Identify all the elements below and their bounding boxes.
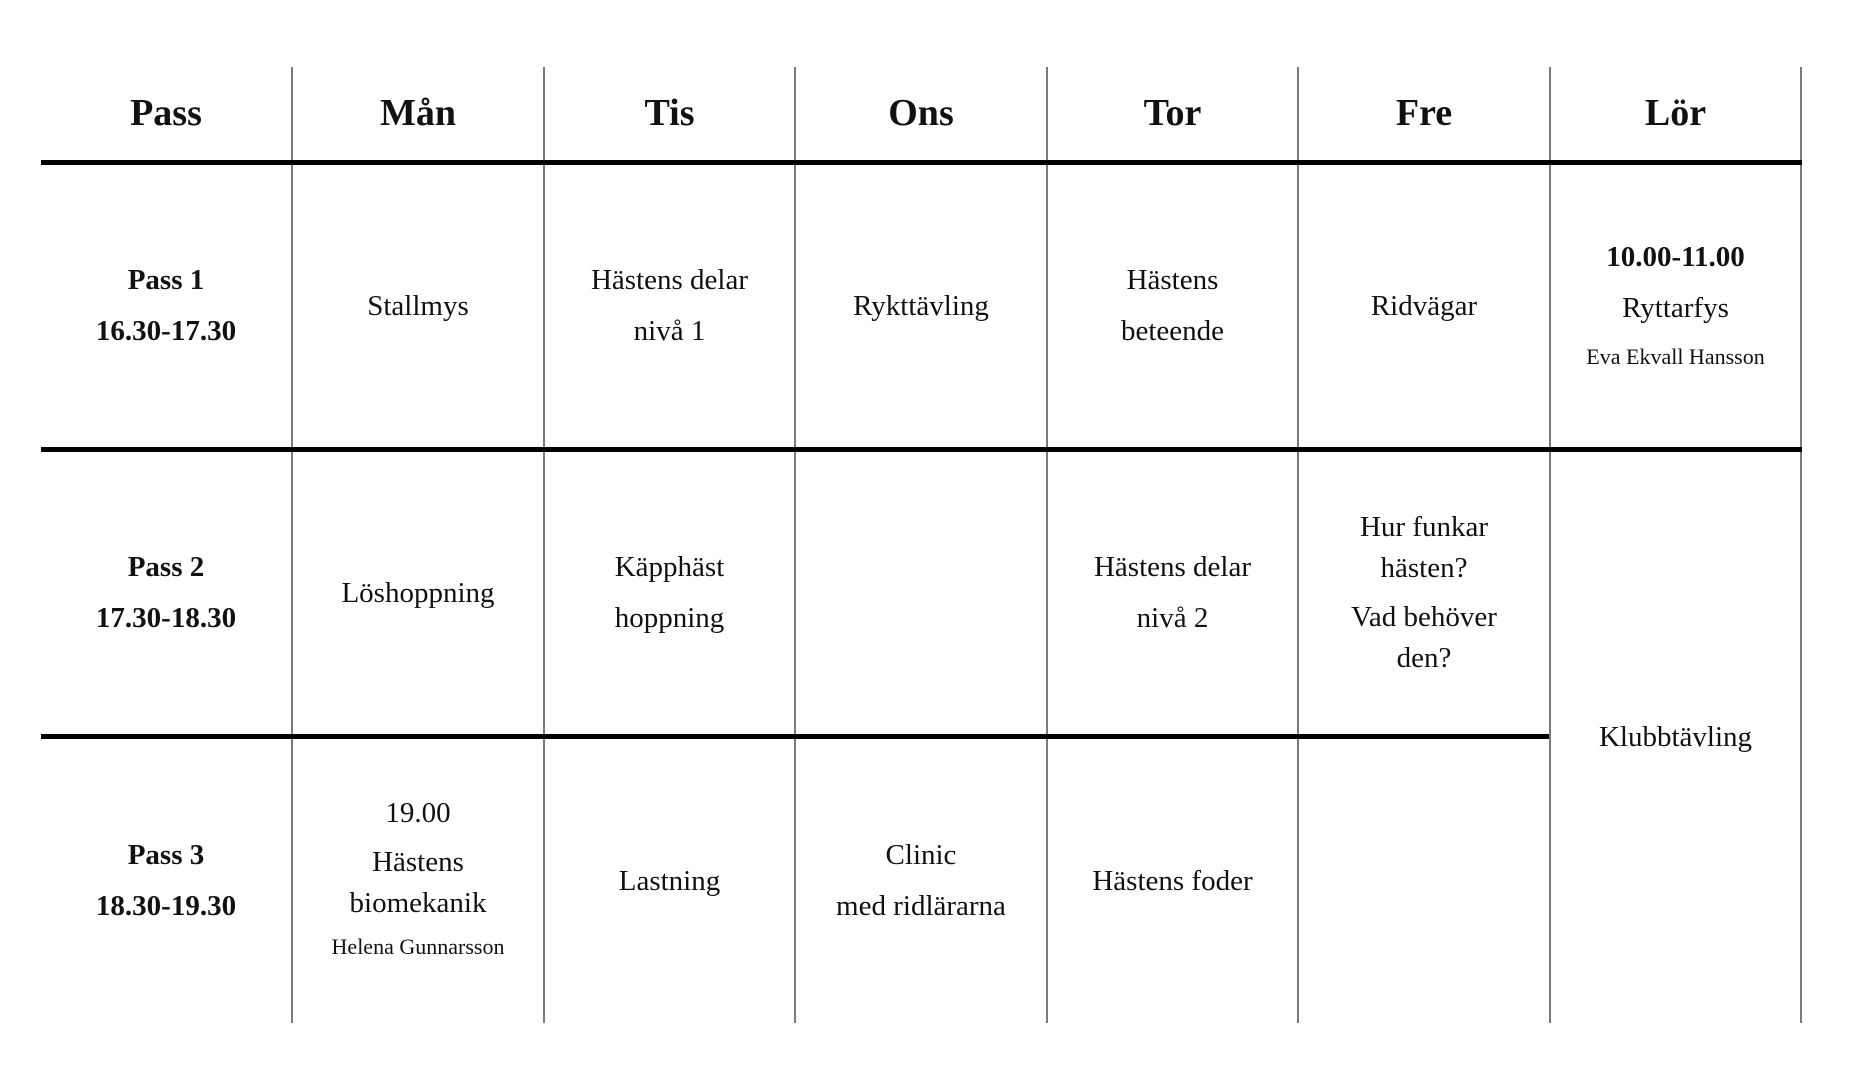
cell-pass3-fre — [1299, 739, 1549, 1023]
activity: Lastning — [618, 864, 721, 897]
activity-line: den? — [1396, 642, 1452, 674]
cell-pass2-tor — [1048, 452, 1297, 734]
pass-name: Pass 2 — [127, 551, 205, 583]
cell-pass3-ons — [796, 739, 1046, 1023]
activity-line: Hästens delar — [590, 264, 749, 296]
activity-line: Hästens — [1126, 264, 1219, 296]
cell-pass3-tor — [1048, 739, 1297, 1023]
pass-2-label — [41, 452, 291, 734]
activity: Hästens foder — [1092, 864, 1253, 897]
activity: Rykttävling — [853, 289, 989, 322]
pass-name: Pass 3 — [127, 839, 205, 871]
cell-pass1-tis — [545, 165, 794, 447]
activity-line: med ridlärarna — [836, 890, 1006, 922]
activity-line: Hästens — [372, 845, 464, 878]
activity-line: Clinic — [885, 839, 957, 871]
activity-line: Hur funkar — [1359, 511, 1489, 543]
cell-pass2-man — [293, 452, 543, 734]
cell-pass1-fre — [1299, 165, 1549, 447]
cell-pass3-tis — [545, 739, 794, 1023]
cell-pass1-tor — [1048, 165, 1297, 447]
pass-3-label — [41, 739, 291, 1023]
header-pass: Pass — [130, 92, 202, 134]
activity-line: Käpphäst — [614, 551, 725, 583]
activity-line: hoppning — [614, 602, 725, 634]
activity-line: nivå 1 — [633, 315, 706, 347]
pass-time: 16.30-17.30 — [95, 315, 237, 347]
activity-line: biomekanik — [349, 886, 487, 919]
activity: Löshoppning — [341, 576, 495, 609]
activity-line: beteende — [1120, 315, 1225, 347]
cell-pass1-lor — [1551, 165, 1800, 447]
activity-line: Hästens delar — [1093, 551, 1252, 583]
cell-pass2-tis — [545, 452, 794, 734]
header-tis: Tis — [644, 92, 695, 134]
header-fre: Fre — [1395, 92, 1453, 134]
pass-time: 18.30-19.30 — [95, 890, 237, 922]
instructor: Helena Gunnarsson — [331, 933, 505, 959]
pass-name: Pass 1 — [127, 264, 205, 296]
column-divider — [1800, 67, 1802, 1023]
cell-pass1-ons — [796, 165, 1046, 447]
activity-line: hästen? — [1380, 552, 1468, 584]
header-tor: Tor — [1143, 92, 1202, 134]
header-man: Mån — [380, 92, 456, 134]
cell-pass2-3-lor — [1551, 452, 1800, 1023]
pass-time: 17.30-18.30 — [95, 602, 237, 634]
activity-line: nivå 2 — [1136, 602, 1209, 634]
activity: Klubbtävling — [1598, 721, 1753, 753]
activity: Ryttarfys — [1622, 292, 1729, 324]
header-lor: Lör — [1644, 92, 1707, 134]
activity: Stallmys — [367, 289, 469, 322]
cell-pass1-man — [293, 165, 543, 447]
cell-pass2-ons — [796, 452, 1046, 734]
instructor: Eva Ekvall Hansson — [1586, 344, 1765, 369]
activity-time: 19.00 — [385, 796, 451, 829]
schedule-table — [41, 67, 1801, 1023]
cell-pass2-fre — [1299, 452, 1549, 734]
pass-1-label — [41, 165, 291, 447]
header-ons: Ons — [888, 92, 954, 134]
activity: Ridvägar — [1370, 289, 1478, 322]
activity-line: Vad behöver — [1351, 601, 1497, 633]
activity-time: 10.00-11.00 — [1606, 241, 1745, 273]
cell-pass3-man — [293, 739, 543, 1023]
